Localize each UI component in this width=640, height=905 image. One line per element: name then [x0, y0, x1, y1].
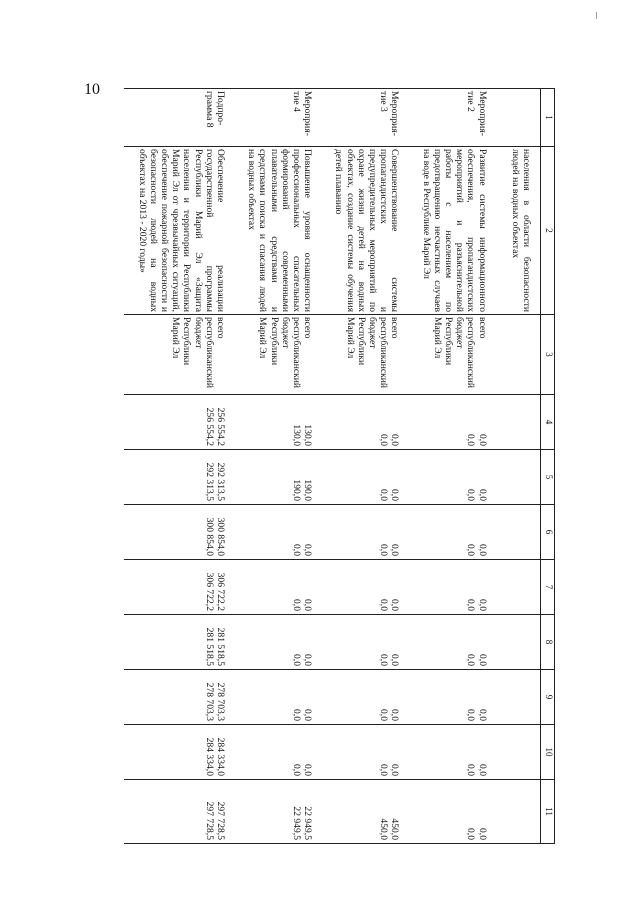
value-text: 0,0	[290, 709, 302, 721]
value-text: 0,0	[389, 654, 401, 666]
value-cell	[408, 505, 495, 560]
value-text: 0,0	[302, 599, 314, 611]
row-id: Подпро-грамма 8	[124, 89, 234, 147]
value-text: 0,0	[389, 709, 401, 721]
col-header-3: 3	[541, 315, 555, 395]
value-text: 0,0	[302, 709, 314, 721]
value-cell	[321, 670, 408, 725]
table-row	[321, 89, 408, 844]
value-cell	[321, 615, 408, 670]
row-id: Мероприя-тие 3	[321, 89, 408, 147]
value-text: 0,0	[465, 544, 477, 556]
value-text: 0,0	[476, 828, 488, 840]
value-text: 0,0	[290, 654, 302, 666]
value-cell	[124, 505, 234, 560]
value-text: 284 334,0	[214, 737, 226, 776]
row-id: Мероприя-тие 2	[408, 89, 495, 147]
value-text: 281 518,5	[214, 627, 226, 666]
value-text: 0,0	[378, 544, 390, 556]
value-text: 0,0	[290, 544, 302, 556]
value-text: 0,0	[476, 599, 488, 611]
row-source: всего республиканский бюджет Республики Марий Эл	[408, 315, 495, 395]
value-cell	[234, 395, 321, 450]
value-cell	[321, 780, 408, 844]
col-header-1: 1	[541, 89, 555, 147]
value-text: 0,0	[378, 654, 390, 666]
value-cell	[234, 450, 321, 505]
value-text: 306 722,2	[203, 572, 215, 611]
value-cell	[124, 780, 234, 844]
budget-table	[124, 88, 555, 844]
value-cell	[234, 780, 321, 844]
value-text: 292 313,5	[203, 462, 215, 501]
value-text: 0,0	[302, 654, 314, 666]
value-text: 0,0	[465, 654, 477, 666]
col-header-10: 10	[541, 725, 555, 780]
value-text: 256 554,2	[214, 407, 226, 446]
value-text: 0,0	[302, 764, 314, 776]
value-cell	[321, 395, 408, 450]
value-text: 0,0	[465, 599, 477, 611]
col-header-11: 11	[541, 780, 555, 844]
value-text: 0,0	[476, 764, 488, 776]
value-cell	[321, 560, 408, 615]
value-text: 0,0	[378, 599, 390, 611]
row-source: всего республиканский бюджет Республики Марий Эл	[321, 315, 408, 395]
value-text: 0,0	[302, 544, 314, 556]
row-source: всего республиканский бюджет Республики Марий Эл	[124, 315, 234, 395]
value-text: 300 854,0	[203, 517, 215, 556]
col-header-4: 4	[541, 395, 555, 450]
value-text: 190,0	[302, 479, 314, 501]
value-text: 284 334,0	[203, 737, 215, 776]
value-text: 0,0	[465, 828, 477, 840]
row-id: Мероприя-тие 4	[234, 89, 321, 147]
value-text: 22 949,5	[302, 806, 314, 840]
value-text: 0,0	[476, 654, 488, 666]
value-text: 190,0	[290, 479, 302, 501]
value-cell	[124, 670, 234, 725]
value-cell	[321, 725, 408, 780]
value-text: 0,0	[389, 599, 401, 611]
row-source: всего республиканский бюджет Республики Марий Эл	[234, 315, 321, 395]
header-row	[541, 89, 555, 844]
value-cell	[321, 450, 408, 505]
value-cell	[408, 560, 495, 615]
value-text: 306 722,2	[214, 572, 226, 611]
value-text: 0,0	[476, 709, 488, 721]
page-number: 10	[84, 81, 100, 98]
rotated-table-container	[113, 88, 555, 843]
value-cell	[234, 560, 321, 615]
col-header-7: 7	[541, 560, 555, 615]
row-name: Развитие системы информационного обеспечения, пропагандистских мероприятий и разъяснительной работы с населением по предотвращению несчастных случаев на воде в Республике Марий Эл	[408, 147, 495, 315]
value-text: 297 728,5	[214, 801, 226, 840]
value-text: 0,0	[465, 764, 477, 776]
value-cell	[124, 615, 234, 670]
value-text: 450,0	[389, 818, 401, 840]
col-header-2: 2	[541, 147, 555, 315]
value-cell	[408, 395, 495, 450]
value-cell	[234, 670, 321, 725]
value-text: 278 703,3	[214, 682, 226, 721]
value-text: 22 949,5	[290, 806, 302, 840]
value-cell	[321, 505, 408, 560]
value-cell	[408, 670, 495, 725]
value-text: 130,0	[302, 424, 314, 446]
value-text: 0,0	[378, 709, 390, 721]
value-cell	[234, 725, 321, 780]
value-cell	[124, 395, 234, 450]
col-header-5: 5	[541, 450, 555, 505]
row-name: Обеспечение реализации государственной программы Республики Марий Эл «Защита населения и территории Республики Марий Эл от чрезвычайных ситуаций, обеспечение пожарной безопасности и безопасности людей на водных объектах на 2013 - 2020 годы»	[124, 147, 234, 315]
value-cell	[408, 450, 495, 505]
col-header-8: 8	[541, 615, 555, 670]
value-cell	[408, 615, 495, 670]
value-cell	[234, 615, 321, 670]
value-text: 281 518,5	[203, 627, 215, 666]
value-text: 278 703,3	[203, 682, 215, 721]
value-text: 130,0	[290, 424, 302, 446]
value-text: 0,0	[465, 709, 477, 721]
row-name: Повышение уровня оснащенности профессиональных спасательных формирований современными плавательными средствами и средствами поиска и спасания людей на водных объектах	[234, 147, 321, 315]
row-name: Совершенствование системы пропагандистских и предупредительных мероприятий по охране жизни детей на водных объектах, создание системы обучения детей плаванию	[321, 147, 408, 315]
value-text: 0,0	[378, 764, 390, 776]
value-text: 0,0	[389, 764, 401, 776]
value-text: 300 854,0	[214, 517, 226, 556]
value-text: 0,0	[389, 544, 401, 556]
value-text: 297 728,5	[203, 801, 215, 840]
continuation-text: населения в области безопасности людей на водных объектах	[496, 147, 541, 315]
col-header-6: 6	[541, 505, 555, 560]
table-row	[124, 89, 234, 844]
continuation-row	[496, 89, 541, 844]
value-text: 0,0	[465, 434, 477, 446]
value-text: 0,0	[476, 434, 488, 446]
col-header-9: 9	[541, 670, 555, 725]
scan-mark	[596, 12, 597, 19]
table-row	[408, 89, 495, 844]
value-cell	[408, 780, 495, 844]
value-text: 450,0	[378, 818, 390, 840]
value-cell	[234, 505, 321, 560]
table-row	[234, 89, 321, 844]
value-cell	[124, 725, 234, 780]
value-text: 0,0	[476, 489, 488, 501]
value-cell	[124, 560, 234, 615]
value-text: 0,0	[465, 489, 477, 501]
value-text: 0,0	[290, 599, 302, 611]
value-text: 0,0	[290, 764, 302, 776]
value-text: 0,0	[389, 434, 401, 446]
value-cell	[408, 725, 495, 780]
value-text: 256 554,2	[203, 407, 215, 446]
value-text: 0,0	[476, 544, 488, 556]
value-cell	[124, 450, 234, 505]
value-text: 0,0	[378, 489, 390, 501]
value-text: 292 313,5	[214, 462, 226, 501]
value-text: 0,0	[389, 489, 401, 501]
value-text: 0,0	[378, 434, 390, 446]
